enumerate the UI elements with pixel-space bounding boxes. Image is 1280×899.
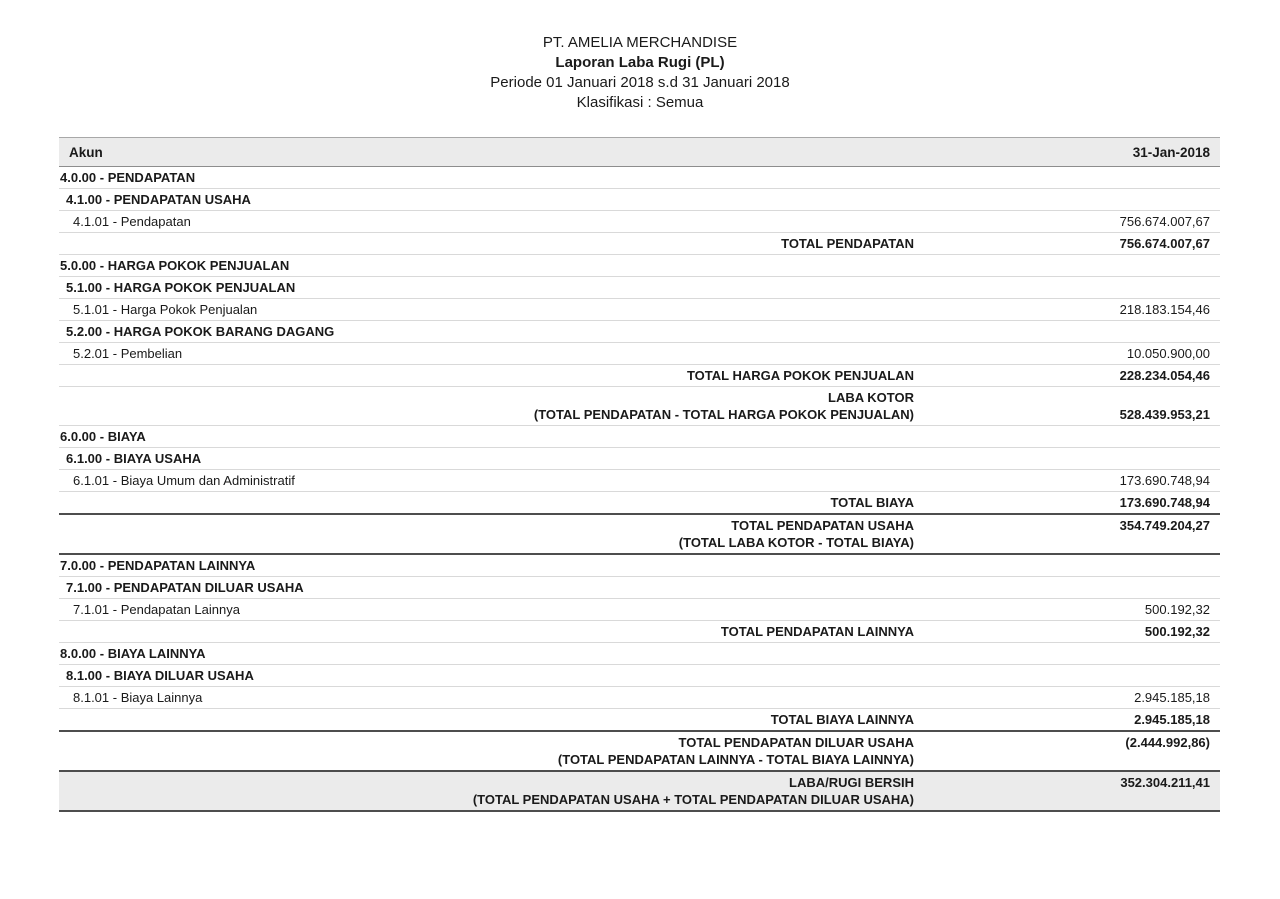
- amount-value: [914, 255, 1220, 277]
- amount-value: 10.050.900,00: [914, 343, 1220, 365]
- row-section-7-1-00: [59, 577, 1220, 599]
- report-period: Periode 01 Januari 2018 s.d 31 Januari 2018: [490, 74, 790, 91]
- amount-value: [914, 643, 1220, 665]
- amount-value: 228.234.054,46: [914, 365, 1220, 387]
- amount-value: [914, 554, 1220, 577]
- column-header-date: 31-Jan-2018: [914, 138, 1220, 167]
- account-label: 7.0.00 - PENDAPATAN LAINNYA: [59, 554, 914, 577]
- account-label: LABA KOTOR (TOTAL PENDAPATAN - TOTAL HARGA POKOK PENJUALAN): [59, 387, 914, 426]
- account-label: TOTAL HARGA POKOK PENJUALAN: [59, 365, 914, 387]
- row-account-8-1-01: [59, 687, 1220, 709]
- row-total-pendapatan-diluar-usaha: [59, 731, 1220, 771]
- amount-value: [914, 277, 1220, 299]
- account-label: 4.1.00 - PENDAPATAN USAHA: [59, 189, 914, 211]
- account-label: TOTAL PENDAPATAN: [59, 233, 914, 255]
- amount-value: [914, 321, 1220, 343]
- amount-value: (2.444.992,86): [914, 731, 1220, 771]
- row-total-pendapatan: [59, 233, 1220, 255]
- account-label: 5.2.01 - Pembelian: [59, 343, 914, 365]
- amount-value: 756.674.007,67: [914, 211, 1220, 233]
- row-total-pendapatan-usaha: [59, 514, 1220, 554]
- column-header-akun: Akun: [59, 138, 914, 167]
- row-section-4-0-00: [59, 167, 1220, 189]
- profit-loss-table: [59, 137, 1220, 812]
- account-label: TOTAL BIAYA LAINNYA: [59, 709, 914, 732]
- company-name: PT. AMELIA MERCHANDISE: [542, 34, 738, 51]
- account-label: TOTAL PENDAPATAN DILUAR USAHA (TOTAL PENDAPATAN LAINNYA - TOTAL BIAYA LAINNYA): [59, 731, 914, 771]
- row-total-biaya-lainnya: [59, 709, 1220, 732]
- report-table-body: [59, 167, 1220, 812]
- account-label: TOTAL PENDAPATAN USAHA (TOTAL LABA KOTOR - TOTAL BIAYA): [59, 514, 914, 554]
- amount-value: [914, 665, 1220, 687]
- amount-value: 756.674.007,67: [914, 233, 1220, 255]
- account-label: 5.2.00 - HARGA POKOK BARANG DAGANG: [59, 321, 914, 343]
- report-title: Laporan Laba Rugi (PL): [555, 54, 725, 71]
- account-label: 5.1.00 - HARGA POKOK PENJUALAN: [59, 277, 914, 299]
- account-label: TOTAL PENDAPATAN LAINNYA: [59, 621, 914, 643]
- amount-value: 354.749.204,27: [914, 514, 1220, 554]
- account-label: 4.0.00 - PENDAPATAN: [59, 167, 914, 189]
- table-header: [59, 138, 1220, 167]
- row-section-6-1-00: [59, 448, 1220, 470]
- row-section-5-1-00: [59, 277, 1220, 299]
- amount-value: [914, 167, 1220, 189]
- amount-value: 2.945.185,18: [914, 687, 1220, 709]
- account-label: TOTAL BIAYA: [59, 492, 914, 515]
- row-grand-laba-rugi-bersih: [59, 771, 1220, 811]
- row-section-7-0-00: [59, 554, 1220, 577]
- row-total-biaya: [59, 492, 1220, 515]
- account-label: 5.1.01 - Harga Pokok Penjualan: [59, 299, 914, 321]
- account-label: 8.1.01 - Biaya Lainnya: [59, 687, 914, 709]
- amount-value: 2.945.185,18: [914, 709, 1220, 732]
- row-account-4-1-01: [59, 211, 1220, 233]
- amount-value: 173.690.748,94: [914, 470, 1220, 492]
- amount-value: 500.192,32: [914, 599, 1220, 621]
- amount-value: 528.439.953,21: [914, 387, 1220, 426]
- amount-value: 352.304.211,41: [914, 771, 1220, 811]
- row-account-5-2-01: [59, 343, 1220, 365]
- amount-value: [914, 577, 1220, 599]
- account-label: 5.0.00 - HARGA POKOK PENJUALAN: [59, 255, 914, 277]
- account-label: 6.0.00 - BIAYA: [59, 426, 914, 448]
- account-label: 8.1.00 - BIAYA DILUAR USAHA: [59, 665, 914, 687]
- report-header: [0, 33, 1280, 113]
- account-label: 8.0.00 - BIAYA LAINNYA: [59, 643, 914, 665]
- row-total-laba-kotor: [59, 387, 1220, 426]
- row-total-pendapatan-lainnya: [59, 621, 1220, 643]
- account-label: 7.1.01 - Pendapatan Lainnya: [59, 599, 914, 621]
- row-account-5-1-01: [59, 299, 1220, 321]
- amount-value: [914, 448, 1220, 470]
- row-section-4-1-00: [59, 189, 1220, 211]
- row-account-6-1-01: [59, 470, 1220, 492]
- account-label: 6.1.00 - BIAYA USAHA: [59, 448, 914, 470]
- amount-value: 173.690.748,94: [914, 492, 1220, 515]
- table-header-row: [59, 138, 1220, 167]
- row-section-6-0-00: [59, 426, 1220, 448]
- amount-value: 218.183.154,46: [914, 299, 1220, 321]
- amount-value: [914, 189, 1220, 211]
- report-classification: Klasifikasi : Semua: [576, 94, 704, 111]
- account-label: LABA/RUGI BERSIH (TOTAL PENDAPATAN USAHA + TOTAL PENDAPATAN DILUAR USAHA): [59, 771, 914, 811]
- amount-value: 500.192,32: [914, 621, 1220, 643]
- row-section-8-1-00: [59, 665, 1220, 687]
- row-section-8-0-00: [59, 643, 1220, 665]
- amount-value: [914, 426, 1220, 448]
- row-section-5-2-00: [59, 321, 1220, 343]
- row-total-harga-pokok-penjualan: [59, 365, 1220, 387]
- row-account-7-1-01: [59, 599, 1220, 621]
- account-label: 7.1.00 - PENDAPATAN DILUAR USAHA: [59, 577, 914, 599]
- account-label: 4.1.01 - Pendapatan: [59, 211, 914, 233]
- row-section-5-0-00: [59, 255, 1220, 277]
- account-label: 6.1.01 - Biaya Umum dan Administratif: [59, 470, 914, 492]
